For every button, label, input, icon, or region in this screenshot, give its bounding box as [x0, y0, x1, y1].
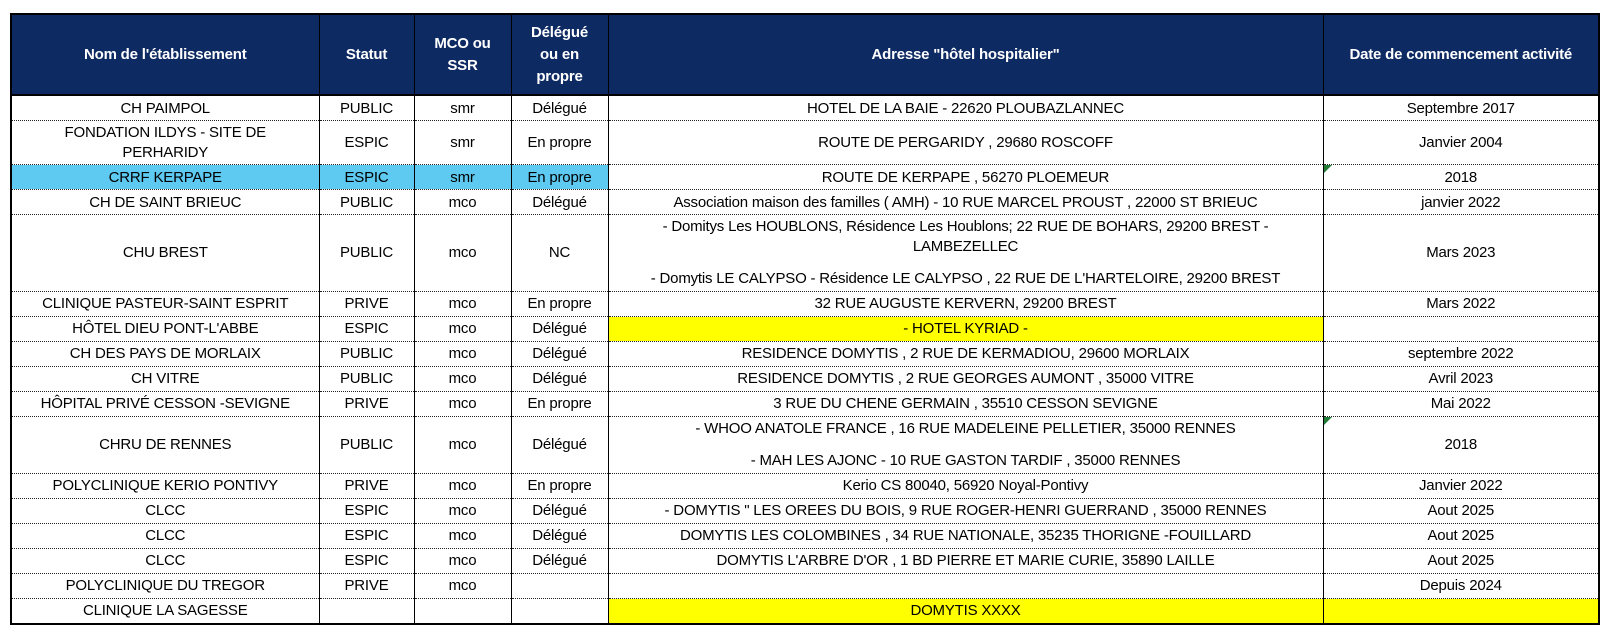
- cell-nom[interactable]: FONDATION ILDYS - SITE DE PERHARIDY: [11, 121, 319, 165]
- cell-statut[interactable]: PRIVE: [319, 291, 414, 316]
- cell-date[interactable]: [1323, 416, 1599, 473]
- cell-delegue[interactable]: Délégué: [511, 498, 608, 523]
- table-header: [11, 14, 1599, 95]
- cell-delegue[interactable]: Délégué: [511, 548, 608, 573]
- cell-mco-ssr[interactable]: mco: [414, 416, 511, 473]
- date-value: Depuis 2024: [1419, 577, 1502, 594]
- cell-mco-ssr[interactable]: mco: [414, 316, 511, 341]
- address-line: - DOMYTIS " LES OREES DU BOIS, 9 RUE ROGER-HENRI GUERRAND , 35000 RENNES: [664, 502, 1267, 519]
- table-row: [11, 548, 1599, 573]
- table-row: [11, 291, 1599, 316]
- cell-nom[interactable]: CLCC: [11, 523, 319, 548]
- address-line: DOMYTIS L'ARBRE D'OR , 1 BD PIERRE ET MARIE CURIE, 35890 LAILLE: [716, 552, 1215, 569]
- cell-mco-ssr[interactable]: mco: [414, 473, 511, 498]
- table-row: [11, 341, 1599, 366]
- cell-delegue[interactable]: En propre: [511, 291, 608, 316]
- cell-date[interactable]: [1323, 316, 1599, 341]
- cell-mco-ssr[interactable]: [414, 598, 511, 624]
- cell-delegue[interactable]: En propre: [511, 121, 608, 165]
- cell-mco-ssr[interactable]: mco: [414, 215, 511, 292]
- cell-delegue[interactable]: Délégué: [511, 190, 608, 215]
- address-line: ROUTE DE KERPAPE , 56270 PLOEMEUR: [821, 168, 1110, 186]
- cell-adresse[interactable]: [608, 598, 1323, 624]
- column-header-delegue[interactable]: Délégué ou en propre: [511, 14, 608, 95]
- cell-date[interactable]: [1323, 366, 1599, 391]
- column-header-adresse[interactable]: Adresse "hôtel hospitalier": [608, 14, 1323, 95]
- address-line: 3 RUE DU CHENE GERMAIN , 35510 CESSON SEVIGNE: [773, 395, 1158, 412]
- address-line: DOMYTIS XXXX: [910, 602, 1021, 619]
- cell-delegue[interactable]: En propre: [511, 165, 608, 190]
- address-line: ROUTE DE PERGARIDY , 29680 ROSCOFF: [818, 134, 1113, 151]
- cell-date[interactable]: [1323, 341, 1599, 366]
- date-value: janvier 2022: [1421, 193, 1501, 211]
- cell-date[interactable]: [1323, 215, 1599, 292]
- cell-delegue[interactable]: NC: [511, 215, 608, 292]
- address-line: DOMYTIS LES COLOMBINES , 34 RUE NATIONALE, 35235 THORIGNE -FOUILLARD: [680, 527, 1251, 544]
- cell-statut[interactable]: PRIVE: [319, 391, 414, 416]
- cell-mco-ssr[interactable]: mco: [414, 366, 511, 391]
- cell-date[interactable]: [1323, 523, 1599, 548]
- cell-statut[interactable]: PUBLIC: [319, 416, 414, 473]
- cell-adresse[interactable]: [608, 215, 1323, 292]
- cell-nom[interactable]: CHU BREST: [11, 215, 319, 292]
- cell-nom[interactable]: CH DES PAYS DE MORLAIX: [11, 341, 319, 366]
- table-row: [11, 573, 1599, 598]
- cell-nom[interactable]: HÔTEL DIEU PONT-L'ABBE: [11, 316, 319, 341]
- hospital-establishments-table: [10, 13, 1600, 625]
- cell-delegue[interactable]: En propre: [511, 473, 608, 498]
- cell-mco-ssr[interactable]: smr: [414, 121, 511, 165]
- column-header-mco_ssr[interactable]: MCO ou SSR: [414, 14, 511, 95]
- date-value: Aout 2025: [1427, 552, 1495, 569]
- cell-date[interactable]: [1323, 573, 1599, 598]
- cell-delegue[interactable]: Délégué: [511, 523, 608, 548]
- cell-date[interactable]: [1323, 95, 1599, 121]
- header-row: [11, 14, 1599, 95]
- cell-statut[interactable]: ESPIC: [319, 316, 414, 341]
- cell-mco-ssr[interactable]: mco: [414, 498, 511, 523]
- cell-date[interactable]: [1323, 498, 1599, 523]
- cell-delegue[interactable]: Délégué: [511, 416, 608, 473]
- column-header-statut[interactable]: Statut: [319, 14, 414, 95]
- cell-nom[interactable]: HÔPITAL PRIVÉ CESSON -SEVIGNE: [11, 391, 319, 416]
- date-value: Mars 2023: [1426, 244, 1496, 262]
- address-line: - Domytis LE CALYPSO - Résidence LE CALYPSO , 22 RUE DE L'HARTELOIRE, 29200 BREST: [650, 270, 1281, 288]
- cell-nom[interactable]: CLINIQUE LA SAGESSE: [11, 598, 319, 624]
- cell-nom[interactable]: POLYCLINIQUE KERIO PONTIVY: [11, 473, 319, 498]
- cell-date[interactable]: [1323, 548, 1599, 573]
- date-value: Septembre 2017: [1406, 99, 1515, 117]
- cell-date[interactable]: [1323, 598, 1599, 624]
- cell-mco-ssr[interactable]: mco: [414, 291, 511, 316]
- cell-nom[interactable]: CHRU DE RENNES: [11, 416, 319, 473]
- cell-adresse[interactable]: [608, 316, 1323, 341]
- date-value: Avril 2023: [1428, 370, 1493, 387]
- cell-adresse[interactable]: [608, 573, 1323, 598]
- cell-statut[interactable]: PUBLIC: [319, 215, 414, 292]
- date-value: Janvier 2004: [1419, 134, 1503, 151]
- address-line: RESIDENCE DOMYTIS , 2 RUE DE KERMADIOU, 29600 MORLAIX: [741, 345, 1190, 362]
- table-row: [11, 416, 1599, 473]
- cell-statut[interactable]: ESPIC: [319, 523, 414, 548]
- cell-statut[interactable]: PUBLIC: [319, 95, 414, 121]
- cell-mco-ssr[interactable]: smr: [414, 95, 511, 121]
- cell-statut[interactable]: ESPIC: [319, 121, 414, 165]
- cell-delegue[interactable]: Délégué: [511, 366, 608, 391]
- cell-adresse[interactable]: [608, 341, 1323, 366]
- address-line: Kerio CS 80040, 56920 Noyal-Pontivy: [842, 477, 1089, 494]
- cell-statut[interactable]: [319, 598, 414, 624]
- cell-statut[interactable]: PUBLIC: [319, 190, 414, 215]
- table-row: [11, 473, 1599, 498]
- cell-error-flag-icon: [1324, 417, 1332, 425]
- cell-adresse[interactable]: [608, 523, 1323, 548]
- cell-delegue[interactable]: Délégué: [511, 316, 608, 341]
- cell-date[interactable]: [1323, 291, 1599, 316]
- cell-date[interactable]: [1323, 121, 1599, 165]
- cell-nom[interactable]: CLCC: [11, 498, 319, 523]
- cell-nom[interactable]: CLINIQUE PASTEUR-SAINT ESPRIT: [11, 291, 319, 316]
- cell-delegue[interactable]: [511, 573, 608, 598]
- cell-statut[interactable]: PRIVE: [319, 473, 414, 498]
- cell-adresse[interactable]: [608, 473, 1323, 498]
- address-line: 32 RUE AUGUSTE KERVERN, 29200 BREST: [814, 295, 1117, 312]
- table-row: [11, 316, 1599, 341]
- cell-adresse[interactable]: [608, 416, 1323, 473]
- date-value: Mars 2022: [1426, 295, 1496, 312]
- cell-nom[interactable]: CRRF KERPAPE: [11, 165, 319, 190]
- address-line: - WHOO ANATOLE FRANCE , 16 RUE MADELEINE PELLETIER, 35000 RENNES: [695, 419, 1236, 437]
- cell-mco-ssr[interactable]: mco: [414, 573, 511, 598]
- cell-statut[interactable]: PUBLIC: [319, 341, 414, 366]
- cell-nom[interactable]: CH VITRE: [11, 366, 319, 391]
- cell-delegue[interactable]: Délégué: [511, 341, 608, 366]
- column-header-nom[interactable]: Nom de l'établissement: [11, 14, 319, 95]
- cell-mco-ssr[interactable]: mco: [414, 341, 511, 366]
- cell-nom[interactable]: CH PAIMPOL: [11, 95, 319, 121]
- cell-mco-ssr[interactable]: mco: [414, 391, 511, 416]
- column-header-date[interactable]: Date de commencement activité: [1323, 14, 1599, 95]
- date-value: Janvier 2022: [1419, 477, 1503, 494]
- cell-date[interactable]: [1323, 165, 1599, 190]
- table-row: [11, 391, 1599, 416]
- table-row: [11, 190, 1599, 215]
- address-line: Association maison des familles ( AMH) - 10 RUE MARCEL PROUST , 22000 ST BRIEUC: [673, 193, 1258, 211]
- table-row: [11, 598, 1599, 624]
- table-row: [11, 498, 1599, 523]
- cell-mco-ssr[interactable]: smr: [414, 165, 511, 190]
- table-row: [11, 366, 1599, 391]
- address-line: - Domitys Les HOUBLONS, Résidence Les Houblons; 22 RUE DE BOHARS, 29200 BREST - LAMBEZELLEC: [662, 218, 1269, 255]
- cell-date[interactable]: [1323, 391, 1599, 416]
- cell-adresse[interactable]: [608, 391, 1323, 416]
- cell-adresse[interactable]: [608, 291, 1323, 316]
- cell-delegue[interactable]: [511, 598, 608, 624]
- cell-error-flag-icon: [1324, 165, 1332, 173]
- cell-nom[interactable]: CH DE SAINT BRIEUC: [11, 190, 319, 215]
- cell-statut[interactable]: ESPIC: [319, 165, 414, 190]
- cell-mco-ssr[interactable]: mco: [414, 190, 511, 215]
- cell-statut[interactable]: PUBLIC: [319, 366, 414, 391]
- cell-adresse[interactable]: [608, 190, 1323, 215]
- date-value: Mai 2022: [1430, 395, 1491, 412]
- date-value: 2018: [1444, 168, 1478, 186]
- table-row: [11, 215, 1599, 292]
- cell-date[interactable]: [1323, 473, 1599, 498]
- cell-statut[interactable]: ESPIC: [319, 548, 414, 573]
- date-value: septembre 2022: [1407, 345, 1514, 362]
- cell-adresse[interactable]: [608, 121, 1323, 165]
- cell-mco-ssr[interactable]: mco: [414, 548, 511, 573]
- cell-adresse[interactable]: [608, 165, 1323, 190]
- address-line: - MAH LES AJONC - 10 RUE GASTON TARDIF , 35000 RENNES: [750, 452, 1181, 470]
- cell-adresse[interactable]: [608, 366, 1323, 391]
- table-row: [11, 165, 1599, 190]
- address-line: HOTEL DE LA BAIE - 22620 PLOUBAZLANNEC: [807, 99, 1124, 117]
- cell-nom[interactable]: CLCC: [11, 548, 319, 573]
- cell-mco-ssr[interactable]: mco: [414, 523, 511, 548]
- table-row: [11, 523, 1599, 548]
- cell-delegue[interactable]: Délégué: [511, 95, 608, 121]
- cell-statut[interactable]: ESPIC: [319, 498, 414, 523]
- cell-date[interactable]: [1323, 190, 1599, 215]
- cell-delegue[interactable]: En propre: [511, 391, 608, 416]
- cell-adresse[interactable]: [608, 548, 1323, 573]
- table-row: [11, 121, 1599, 165]
- address-line: RESIDENCE DOMYTIS , 2 RUE GEORGES AUMONT , 35000 VITRE: [737, 370, 1194, 387]
- table-row: [11, 95, 1599, 121]
- table-body: [11, 95, 1599, 624]
- cell-adresse[interactable]: [608, 95, 1323, 121]
- date-value: 2018: [1444, 436, 1478, 453]
- cell-adresse[interactable]: [608, 498, 1323, 523]
- cell-nom[interactable]: POLYCLINIQUE DU TREGOR: [11, 573, 319, 598]
- cell-statut[interactable]: PRIVE: [319, 573, 414, 598]
- date-value: Aout 2025: [1427, 502, 1495, 519]
- date-value: Aout 2025: [1427, 527, 1495, 544]
- address-line: - HOTEL KYRIAD -: [903, 320, 1028, 337]
